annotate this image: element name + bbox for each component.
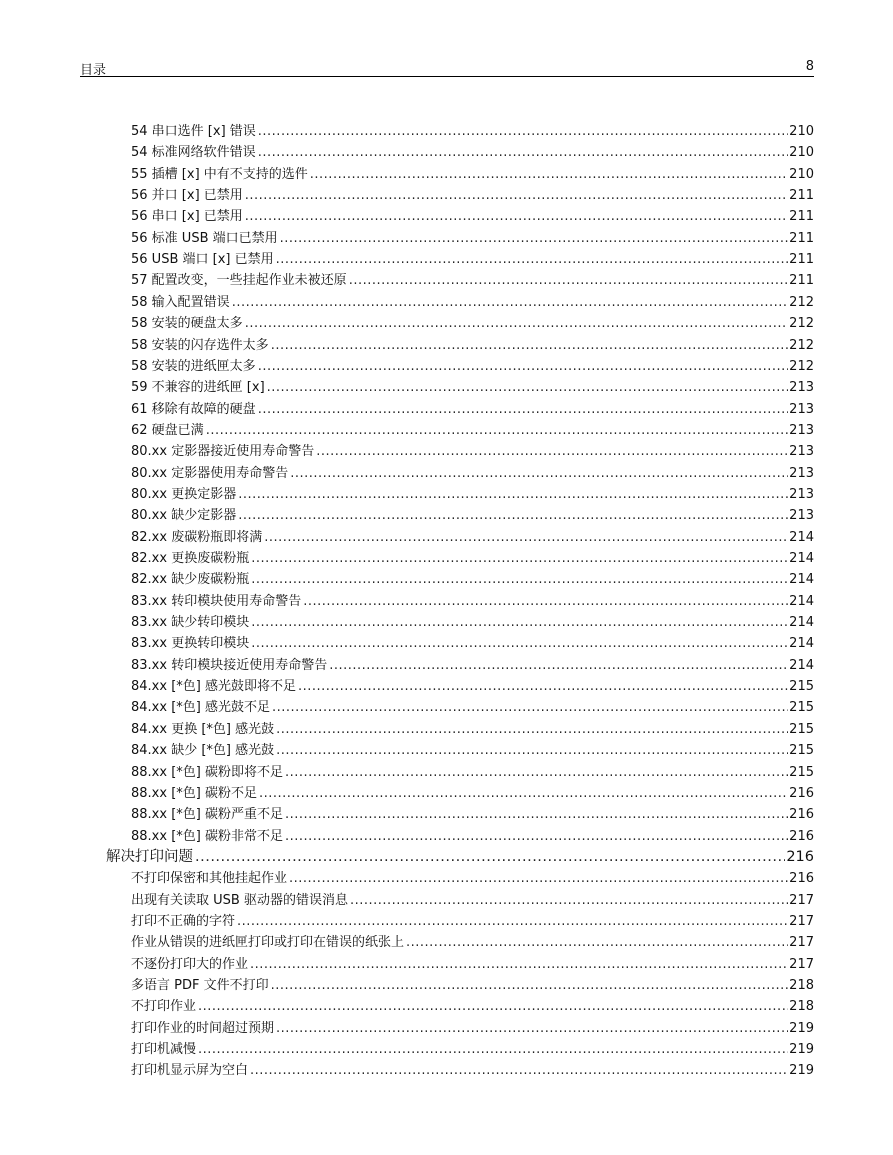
toc-entry[interactable]	[131, 889, 814, 909]
dot-leader	[264, 530, 788, 545]
toc-entry-label: 61 移除有故障的硬盘	[131, 401, 256, 417]
header-divider	[80, 76, 814, 77]
dot-leader	[271, 338, 788, 353]
toc-entry-page-number: 214	[789, 636, 814, 652]
dot-leader	[198, 999, 788, 1014]
toc-entry-label: 打印机显示屏为空白	[131, 1063, 249, 1079]
toc-entry-label: 80.xx 定影器接近使用寿命警告	[131, 444, 315, 460]
dot-leader	[258, 124, 788, 139]
toc-entry[interactable]	[131, 611, 814, 631]
toc-entry-page-number: 213	[789, 444, 814, 460]
dot-leader	[251, 551, 788, 566]
toc-entry-page-number: 211	[789, 188, 814, 204]
toc-entry-label: 56 标准 USB 端口已禁用	[131, 230, 278, 246]
toc-entry-label: 不逐份打印大的作业	[131, 956, 249, 972]
dot-leader	[258, 359, 788, 374]
toc-entry[interactable]	[131, 227, 814, 247]
toc-entry-page-number: 215	[789, 721, 814, 737]
header-page-number: 8	[805, 59, 814, 74]
toc-entry-label: 打印作业的时间超过预期	[131, 1020, 275, 1036]
toc-entry[interactable]	[131, 953, 814, 973]
dot-leader	[250, 1063, 788, 1078]
toc-entry-label: 58 安装的进纸匣太多	[131, 358, 256, 374]
toc-entry-label: 88.xx [*色] 碳粉即将不足	[131, 764, 283, 780]
dot-leader	[310, 167, 788, 182]
dot-leader	[329, 658, 788, 673]
dot-leader	[195, 849, 785, 865]
dot-leader	[349, 273, 788, 288]
toc-entry-label: 54 标准网络软件错误	[131, 145, 256, 161]
toc-entry[interactable]	[131, 696, 814, 716]
toc-entry-page-number: 214	[789, 615, 814, 631]
toc-entry-label: 80.xx 更换定影器	[131, 486, 237, 502]
toc-entry-label: 打印机减慢	[131, 1042, 197, 1058]
toc-entry-page-number: 210	[789, 124, 814, 139]
toc-entry[interactable]	[131, 440, 814, 460]
toc-entry-page-number: 213	[789, 422, 814, 438]
toc-entry[interactable]	[131, 398, 814, 418]
dot-leader	[258, 402, 788, 417]
toc-entry-label: 62 硬盘已满	[131, 422, 204, 438]
toc-entry-label: 解决打印问题	[106, 849, 193, 866]
toc-entry-label: 56 并口 [x] 已禁用	[131, 188, 243, 204]
dot-leader	[251, 615, 788, 630]
toc-entry-label: 84.xx 缺少 [*色] 感光鼓	[131, 743, 275, 759]
toc-entry-page-number: 212	[789, 316, 814, 332]
dot-leader	[245, 209, 788, 224]
toc-entry[interactable]	[131, 141, 814, 161]
toc-entry[interactable]	[131, 1059, 814, 1079]
toc-entry[interactable]	[131, 120, 814, 140]
toc-entry-label: 58 输入配置错误	[131, 294, 230, 310]
toc-entry-label: 多语言 PDF 文件不打印	[131, 978, 269, 993]
toc-entry-page-number: 211	[789, 230, 814, 246]
toc-entry-page-number: 215	[789, 743, 814, 759]
dot-leader	[250, 957, 788, 972]
toc-entry-page-number: 216	[789, 785, 814, 801]
dot-leader	[267, 380, 789, 395]
toc-entry[interactable]	[131, 931, 814, 951]
toc-entry[interactable]	[131, 355, 814, 375]
toc-entry-label: 55 插槽 [x] 中有不支持的选件	[131, 166, 308, 182]
toc-entry[interactable]	[131, 803, 814, 823]
dot-leader	[285, 765, 788, 780]
toc-entry-label: 出现有关读取 USB 驱动器的错误消息	[131, 892, 348, 908]
toc-entry-label: 57 配置改变，一些挂起作业未被还原	[131, 273, 347, 289]
toc-entry-page-number: 214	[789, 593, 814, 609]
toc-entry[interactable]	[131, 718, 814, 738]
toc-entry-page-number: 213	[789, 465, 814, 481]
dot-leader	[276, 1021, 788, 1036]
toc-entry-label: 83.xx 转印模块接近使用寿命警告	[131, 657, 328, 673]
toc-entry-page-number: 217	[789, 956, 814, 972]
dot-leader	[276, 722, 788, 737]
toc-entry-label: 80.xx 定影器使用寿命警告	[131, 465, 289, 481]
dot-leader	[272, 700, 788, 715]
toc-entry[interactable]	[131, 782, 814, 802]
toc-entry-label: 不打印保密和其他挂起作业	[131, 871, 288, 887]
toc-entry-page-number: 215	[789, 700, 814, 716]
toc-entry[interactable]	[131, 675, 814, 695]
toc-entry-page-number: 219	[789, 1042, 814, 1058]
toc-entry-page-number: 217	[789, 913, 814, 929]
header-title: 目录	[80, 63, 107, 78]
toc-entry-label: 54 串口选件 [x] 错误	[131, 124, 256, 139]
toc-entry-label: 82.xx 更换废碳粉瓶	[131, 551, 250, 566]
dot-leader	[350, 893, 788, 908]
dot-leader	[259, 786, 788, 801]
toc-entry[interactable]	[131, 739, 814, 759]
dot-leader	[238, 508, 788, 523]
dot-leader	[316, 444, 788, 459]
dot-leader	[303, 594, 788, 609]
toc-entry-label: 80.xx 缺少定影器	[131, 508, 237, 524]
toc-entry-label: 58 安装的闪存选件太多	[131, 337, 269, 353]
toc-entry-page-number: 210	[789, 166, 814, 182]
toc-entry-page-number: 215	[789, 679, 814, 695]
toc-entry-label: 88.xx [*色] 碳粉严重不足	[131, 807, 283, 823]
toc-entry[interactable]	[131, 269, 814, 289]
toc-entry[interactable]	[131, 568, 814, 588]
toc-entry[interactable]	[131, 590, 814, 610]
toc-entry[interactable]	[131, 483, 814, 503]
toc-entry[interactable]	[131, 248, 814, 268]
toc-entry-page-number: 214	[789, 529, 814, 545]
toc-entry-page-number: 217	[789, 892, 814, 908]
dot-leader	[285, 807, 788, 822]
dot-leader	[245, 316, 788, 331]
toc-entry-page-number: 211	[789, 273, 814, 289]
toc-entry[interactable]	[131, 504, 814, 524]
toc-entry-page-number: 211	[789, 209, 814, 225]
toc-entry[interactable]	[131, 291, 814, 311]
toc-entry-label: 83.xx 转印模块使用寿命警告	[131, 593, 302, 609]
toc-section-entry[interactable]	[106, 845, 814, 865]
toc-entry-page-number: 216	[789, 807, 814, 823]
toc-entry-page-number: 216	[789, 871, 814, 887]
dot-leader	[276, 743, 788, 758]
toc-entry-page-number: 211	[789, 252, 814, 268]
dot-leader	[237, 914, 788, 929]
toc-entry[interactable]	[131, 334, 814, 354]
toc-entry-page-number: 214	[789, 657, 814, 673]
toc-entry[interactable]	[131, 163, 814, 183]
dot-leader	[238, 487, 788, 502]
toc-entry[interactable]	[131, 376, 814, 396]
toc-entry-label: 58 安装的硬盘太多	[131, 316, 243, 332]
dot-leader	[271, 978, 789, 993]
toc-entry-page-number: 210	[789, 145, 814, 161]
toc-entry-page-number: 216	[789, 828, 814, 844]
dot-leader	[251, 636, 788, 651]
toc-entry[interactable]	[131, 761, 814, 781]
toc-entry-label: 82.xx 缺少废碳粉瓶	[131, 572, 250, 588]
dot-leader	[251, 572, 788, 587]
dot-leader	[289, 871, 788, 886]
dot-leader	[290, 466, 788, 481]
toc-entry-page-number: 217	[789, 935, 814, 951]
toc-entry[interactable]	[131, 526, 814, 546]
toc-entry-label: 不打印作业	[131, 999, 197, 1015]
toc-entry[interactable]	[131, 1017, 814, 1037]
toc-entry[interactable]	[131, 632, 814, 652]
toc-entry-page-number: 213	[789, 486, 814, 502]
toc-entry-page-number: 218	[789, 978, 814, 993]
toc-entry-label: 88.xx [*色] 碳粉非常不足	[131, 828, 283, 844]
toc-entry[interactable]	[131, 910, 814, 930]
toc-entry-label: 作业从错误的进纸匣打印或打印在错误的纸张上	[131, 935, 405, 951]
dot-leader	[298, 679, 788, 694]
toc-entry-page-number: 213	[789, 401, 814, 417]
toc-entry[interactable]	[131, 995, 814, 1015]
toc-entry-page-number: 214	[789, 572, 814, 588]
toc-entry[interactable]	[131, 654, 814, 674]
toc-entry-page-number: 215	[789, 764, 814, 780]
toc-entry-label: 59 不兼容的进纸匣 [x]	[131, 380, 265, 396]
dot-leader	[276, 252, 789, 267]
toc-entry-label: 84.xx [*色] 感光鼓即将不足	[131, 679, 296, 695]
dot-leader	[285, 829, 788, 844]
toc-entry-label: 56 USB 端口 [x] 已禁用	[131, 252, 274, 268]
toc-entry-page-number: 219	[789, 1020, 814, 1036]
toc-entry-page-number: 213	[789, 508, 814, 524]
toc-entry[interactable]	[131, 312, 814, 332]
toc-entry-label: 83.xx 更换转印模块	[131, 636, 250, 652]
toc-entry[interactable]	[131, 825, 814, 845]
toc-entry-page-number: 214	[789, 551, 814, 566]
toc-entry[interactable]	[131, 419, 814, 439]
dot-leader	[258, 145, 788, 160]
toc-entry-page-number: 212	[789, 294, 814, 310]
toc-entry-label: 84.xx [*色] 感光鼓不足	[131, 700, 270, 716]
dot-leader	[245, 188, 788, 203]
toc-entry-page-number: 219	[789, 1063, 814, 1079]
toc-entry-page-number: 216	[786, 849, 814, 866]
toc-entry[interactable]	[131, 867, 814, 887]
toc-entry[interactable]	[131, 462, 814, 482]
toc-entry-page-number: 212	[789, 358, 814, 374]
toc-entry-label: 84.xx 更换 [*色] 感光鼓	[131, 721, 275, 737]
toc-entry[interactable]	[131, 184, 814, 204]
toc-entry[interactable]	[131, 974, 814, 994]
toc-entry-label: 83.xx 缺少转印模块	[131, 615, 250, 631]
dot-leader	[198, 1042, 788, 1057]
page-header	[80, 59, 814, 77]
toc-entry[interactable]	[131, 1038, 814, 1058]
dot-leader	[406, 935, 788, 950]
toc-entry[interactable]	[131, 205, 814, 225]
toc-entry-label: 88.xx [*色] 碳粉不足	[131, 785, 257, 801]
toc-entry-label: 打印不正确的字符	[131, 913, 236, 929]
dot-leader	[232, 295, 788, 310]
toc-entry-page-number: 213	[789, 380, 814, 396]
dot-leader	[280, 231, 789, 246]
toc-entry[interactable]	[131, 547, 814, 567]
toc-entry-page-number: 212	[789, 337, 814, 353]
toc-entry-page-number: 218	[789, 999, 814, 1015]
toc-entry-label: 82.xx 废碳粉瓶即将满	[131, 529, 263, 545]
dot-leader	[206, 423, 788, 438]
toc-entry-label: 56 串口 [x] 已禁用	[131, 209, 243, 225]
